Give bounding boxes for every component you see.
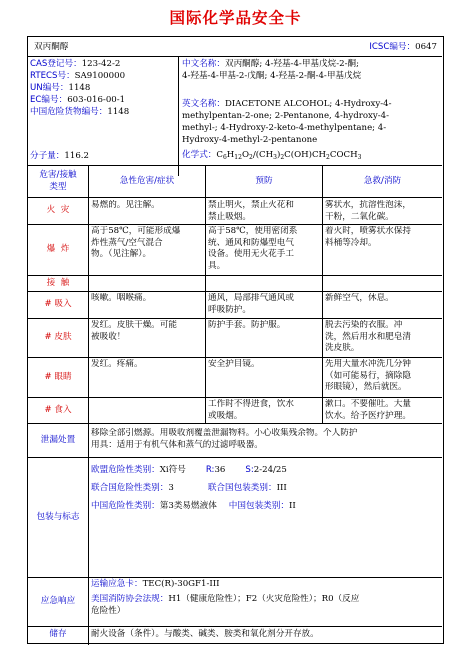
molecular-weight: 分子量：116.2: [30, 151, 89, 161]
spill-label: 泄漏处置: [40, 434, 76, 445]
divider: [28, 56, 442, 57]
divider: [28, 457, 442, 458]
inhalation-hazard: 咳嗽。咽喉痛。: [91, 293, 152, 303]
type-ingestion: # 食入: [44, 405, 72, 416]
divider: [28, 224, 442, 225]
fire-hazard: 易燃的。见注解。: [91, 200, 160, 210]
un-classification: 联合国危险性类别：3 联合国包装类别：III: [91, 483, 287, 493]
fire-prevention: 禁止明火，禁止火花和 禁止吸烟。: [208, 200, 294, 222]
type-contact: 接 触: [46, 277, 70, 288]
transport-emergency-card: 运输应急卡：TEC(R)-30GF1-III: [91, 579, 220, 589]
explosion-hazard: 高于58℃，可能形成爆 炸性蒸气/空气混合 物。（见注解）。: [91, 226, 181, 260]
rtecs-number: RTECS号：SA9100000: [30, 71, 126, 81]
packaging-label: 包装与标志: [36, 511, 80, 522]
divider: [205, 165, 206, 423]
eye-hazard: 发红。疼痛。: [91, 359, 143, 369]
china-classification: 中国危险性类别：第3类易燃液体 中国包装类别：II: [91, 501, 296, 511]
eye-first-aid: 先用大量水冲洗几分钟 （如可能易行，摘除隐 形眼镜），然后就医。: [325, 359, 411, 393]
cas-number: CAS登记号：123-42-2: [30, 59, 121, 69]
divider: [88, 165, 89, 423]
ec-number: EC编号：603-016-00-1: [30, 95, 126, 105]
ingestion-first-aid: 漱口。不要催吐。大量 饮水。给予医疗护理。: [325, 399, 411, 421]
eu-classification: 欧盟危险性类别：Xi符号 R:36 S:2-24/25: [91, 465, 287, 475]
inhalation-first-aid: 新鲜空气，休息。: [325, 293, 394, 303]
divider: [28, 197, 442, 198]
ingestion-prevention: 工作时不得进食，饮水 或吸烟。: [208, 399, 294, 421]
divider: [28, 275, 442, 276]
type-explosion: 爆 炸: [46, 244, 70, 255]
spill-text: 移除全部引燃源。用吸收剂覆盖泄漏物料。小心收集残余物。个人防护 用具：适用于有机气体和蒸气的过滤呼吸器。: [91, 428, 358, 450]
english-name-line-1: 英文名称：DIACETONE ALCOHOL; 4-Hydroxy-4-: [182, 99, 392, 109]
nfpa-code: 美国消防协会法规：H1（健康危险性）；F2（火灾危险性）；R0（反应 危险性）: [91, 594, 360, 616]
header-hazard-type: 危害/接触 类型: [39, 169, 77, 192]
header-first-aid: 急救/消防: [363, 175, 402, 186]
divider: [178, 56, 179, 176]
chinese-name-line-1: 中文名称：双丙酮醇; 4-羟基-4-甲基戊烷-2-酮;: [182, 59, 359, 69]
english-name-line-3: methyl-; 4-Hydroxy-2-keto-4-methylpentane; 4-: [182, 123, 387, 133]
divider: [28, 357, 442, 358]
storage-text: 耐火设备（条件）。与酸类、碱类、胺类和氧化剂分开存放。: [91, 629, 319, 639]
type-inhalation: # 吸入: [44, 299, 72, 310]
storage-label: 储存: [49, 629, 67, 640]
divider: [322, 165, 323, 423]
divider: [28, 423, 442, 424]
explosion-first-aid: 着火时，喷雾状水保持 料桶等冷却。: [325, 226, 411, 248]
china-dangerous-goods-number: 中国危险货物编号：1148: [30, 107, 130, 117]
eye-prevention: 安全护目镜。: [208, 359, 260, 369]
header-acute-hazard: 急性危害/症状: [119, 175, 175, 186]
chemical-formula: 化学式：$C_6H_{12}O_2/(CH_3)_2C(OH)CH_2COCH_3$: [182, 150, 362, 161]
safety-card: [27, 36, 444, 644]
skin-first-aid: 脱去污染的衣服。冲 洗，然后用水和肥皂清 洗皮肤。: [325, 320, 411, 354]
skin-hazard: 发红。皮肤干燥。可能 被吸收！: [91, 320, 177, 342]
emergency-label: 应急响应: [40, 596, 76, 607]
header-prevention: 预防: [255, 175, 273, 186]
skin-prevention: 防护手套。防护服。: [208, 320, 286, 330]
divider: [28, 397, 442, 398]
explosion-prevention: 高于58℃，使用密闭系 统、通风和防爆型电气 设备。使用无火花手工 具。: [208, 226, 298, 271]
chemical-name: 双丙酮醇: [34, 42, 69, 52]
fire-first-aid: 雾状水，抗溶性泡沫， 干粉，二氧化碳。: [325, 200, 411, 222]
english-name-line-4: Hydroxy-4-methyl-2-pentanone: [182, 135, 318, 145]
type-eyes: # 眼睛: [44, 371, 72, 382]
type-fire: 火 灾: [46, 205, 70, 216]
divider: [28, 291, 442, 292]
inhalation-prevention: 通风，局部排气通风或 呼吸防护。: [208, 293, 294, 315]
divider: [28, 318, 442, 319]
card-title: 国际化学品安全卡: [169, 9, 302, 27]
icsc-number: ICSC编号：0647: [369, 42, 437, 52]
chinese-name-line-2: 4-羟基-4-甲基-2-戊酮; 4-羟基-2-酮-4-甲基戊烷: [182, 71, 362, 81]
divider: [28, 626, 442, 627]
type-skin: # 皮肤: [44, 332, 72, 343]
english-name-line-2: methylpentan-2-one; 2-Pentanone, 4-hydroxy-4-: [182, 111, 390, 121]
un-number: UN编号：1148: [30, 83, 91, 93]
divider: [28, 577, 442, 578]
